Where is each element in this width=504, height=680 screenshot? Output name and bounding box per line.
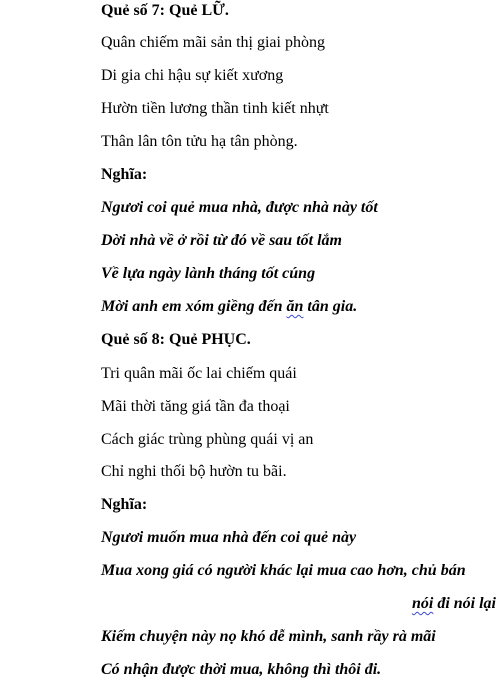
- section-7-verse-1: Quân chiếm mãi sản thị giai phòng: [101, 34, 325, 51]
- section-7-meaning-label: Nghĩa:: [101, 166, 148, 183]
- section-8-verse-1: Tri quân mãi ốc lai chiếm quái: [101, 365, 297, 382]
- section-8-meaning-line-4: Kiếm chuyện này nọ khó dễ mình, sanh rầy rà mãi: [101, 628, 436, 645]
- section-7-verse-4: Thân lân tôn tửu hạ tân phòng.: [101, 133, 298, 150]
- section-8-verse-3: Cách giác trùng phùng quái vị an: [101, 431, 314, 448]
- section-7-meaning-line-4: [101, 297, 357, 317]
- section-7-verse-2: Di gia chi hậu sự kiết xương: [101, 67, 284, 84]
- section-8-meaning-line-3-end: đi nói lại: [433, 595, 496, 612]
- spellcheck-marked-word[interactable]: nói: [411, 595, 434, 612]
- section-8-meaning-line-5: Có nhận được thời mua, không thì thôi đi.: [101, 661, 382, 678]
- section-8-meaning-line-1: Ngươi muốn mua nhà đến coi quẻ này: [101, 529, 357, 546]
- section-7-heading: Quẻ số 7: Quẻ LỮ.: [101, 2, 229, 19]
- section-8-meaning-label: Nghĩa:: [101, 496, 148, 513]
- section-7-meaning-line-4-end: tân gia.: [303, 298, 358, 315]
- section-7-meaning-line-2: Dời nhà về ở rồi từ đó về sau tốt lắm: [101, 232, 342, 249]
- section-8-meaning-line-3: [412, 594, 496, 614]
- section-7-meaning-line-1: Ngươi coi quẻ mua nhà, được nhà này tốt: [101, 199, 378, 216]
- section-7-meaning-line-4-start: Mời anh em xóm giềng đến: [101, 298, 287, 315]
- section-8-meaning-line-2: Mua xong giá có người khác lại mua cao hơn, chủ bán: [101, 562, 466, 579]
- section-8-heading: Quẻ số 8: Quẻ PHỤC.: [101, 331, 251, 348]
- section-7-verse-3: Hườn tiền lương thần tinh kiết nhựt: [101, 100, 329, 117]
- section-8-verse-2: Mãi thời tăng giá tần đa thoại: [101, 398, 290, 415]
- spellcheck-marked-word[interactable]: ăn: [286, 298, 304, 315]
- section-8-verse-4: Chỉ nghi thối bộ hườn tu bãi.: [101, 463, 287, 480]
- section-7-meaning-line-3: Về lựa ngày lành tháng tốt cúng: [101, 265, 316, 282]
